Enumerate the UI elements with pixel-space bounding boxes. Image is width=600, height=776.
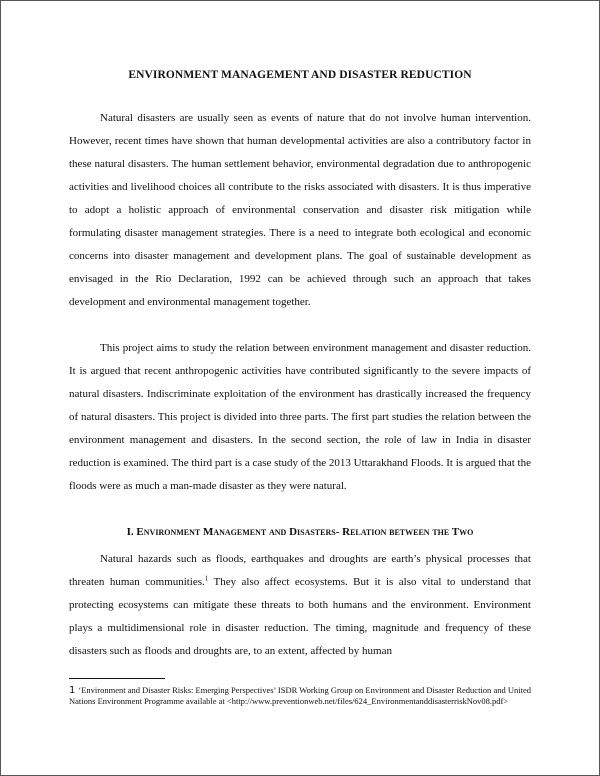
footnote-reference[interactable]: 1 bbox=[204, 574, 209, 583]
section-heading: I. Environment Management and Disasters- Relation between the Two bbox=[126, 526, 474, 538]
paragraph-natural-hazards bbox=[69, 548, 531, 663]
paragraph-intro: Natural disasters are usually seen as events of nature that do not involve human intervention. However, recent times have shown that human developmental activities are also a contributory factor in these natural disasters. The human settlement behavior, environmental degradation due to anthropogenic activities and livelihood choices all contribute to the risks associated with disasters. It is thus imperative to adopt a holistic approach of environmental conservation and disaster risk mitigation while formulating disaster management strategies. There is a need to integrate both ecological and economic concerns into disaster management and development plans. The goal of sustainable development as envisaged in the Rio Declaration, 1992 can be achieved through such an approach that takes development and environmental management together. bbox=[69, 112, 531, 308]
page-content bbox=[69, 69, 531, 663]
footnote-divider bbox=[69, 678, 165, 679]
footnote-number: 1 bbox=[69, 685, 76, 696]
paragraph-text-after-note: They also affect ecosystems. But it is also vital to understand that protecting ecosystems can mitigate these threats to both humans and the environment. Environment plays a multidimensional role in disaster reduction. The timing, magnitude and frequency of these disasters such as floods and droughts are, to an extent, affected by human bbox=[69, 576, 532, 657]
footnote-text: ‘Environment and Disaster Risks: Emerging Perspectives’ ISDR Working Group on Environment and Disaster Reduction and United Nations Environment Programme available at <http://www.preventionweb.net/files/624_EnvironmentanddisasterriskNov08.pdf> bbox=[69, 685, 531, 706]
paragraph-project-aim: This project aims to study the relation between environment management and disaster reduction. It is argued that recent anthropogenic activities have contributed significantly to the severe impacts of natural disasters. Indiscriminate exploitation of the environment has drastically increased the frequency of natural disasters. This project is divided into three parts. The first part studies the relation between the environment management and disasters. In the second section, the role of law in India in disaster reduction is examined. The third part is a case study of the 2013 Uttarakhand Floods. It is argued that the floods were as much a man-made disaster as they were natural. bbox=[69, 342, 531, 492]
paragraph-text-before-note: Natural hazards such as floods, earthquakes and droughts are earth’s physical processes that threaten human communities. bbox=[69, 553, 531, 588]
footnote bbox=[69, 685, 531, 707]
document-title: ENVIRONMENT MANAGEMENT AND DISASTER REDUCTION bbox=[128, 69, 472, 81]
